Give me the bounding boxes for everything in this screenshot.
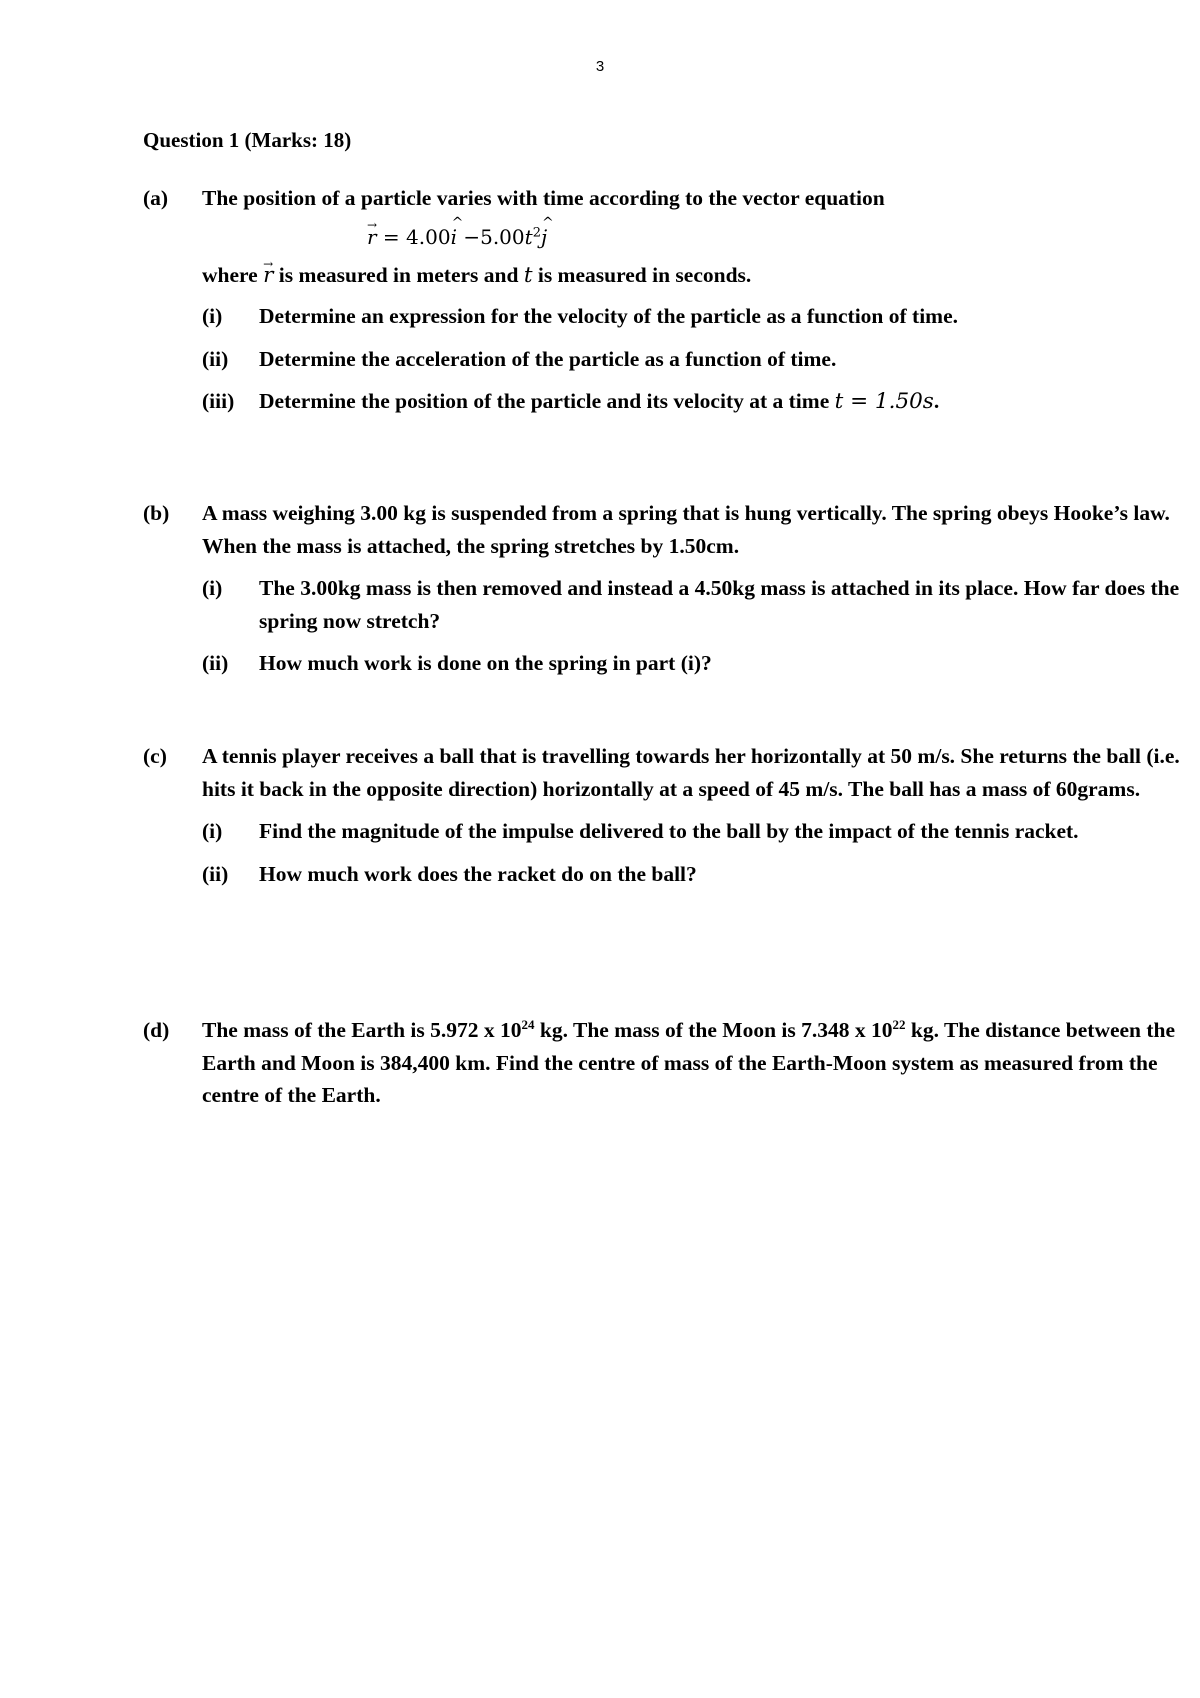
part-b-label: (b) <box>143 501 170 525</box>
question-title: Question 1 (Marks: 18) <box>143 128 352 152</box>
part-a-label: (a) <box>143 186 169 210</box>
part-b-sub-i: (i) The 3.00kg mass is then removed and instead a 4.50kg mass is attached in its place. How far does the spring now stretch? <box>202 576 1180 633</box>
page-number: 3 <box>595 58 605 75</box>
part-a-where: where → r is measured in meters and t is measured in seconds. <box>202 259 1200 293</box>
part-d-label: (d) <box>143 1018 170 1042</box>
part-c-label: (c) <box>143 744 167 768</box>
part-b-sub-ii: (ii) How much work is done on the spring in part (i)? <box>202 651 712 675</box>
part-a-sub-iii: (iii) Determine the position of the particle and its velocity at a time t = 1.50s. <box>202 389 940 414</box>
part-a-intro: The position of a particle varies with time according to the vector equation <box>202 186 885 210</box>
part-b-text: A mass weighing 3.00 kg is suspended from a spring that is hung vertically. The spring obeys Hooke’s law. When the mass is attached, the spring stretches by 1.50cm. <box>202 501 1170 558</box>
part-c-sub-i: (i) Find the magnitude of the impulse delivered to the ball by the impact of the tennis racket. <box>202 819 1079 843</box>
part-d-text: The mass of the Earth is 5.972 x $10^{24}$ kg. The mass of the Moon is 7.348 x $10^{22}$ kg. The distance between the Earth and Moon is 384,400 km. Find the centre of mass of the Earth-Moon system as measured from the centre of the Earth. <box>202 1016 1176 1107</box>
part-a-sub-ii: (ii) Determine the acceleration of the particle as a function of time. <box>202 346 837 371</box>
vector-equation: → r = 4.00^ $i -5.00t^2\^{}$ j <box>202 217 1200 257</box>
part-a-sub-i: (i) Determine an expression for the velocity of the particle as a function of time. <box>202 304 959 328</box>
part-c-text: A tennis player receives a ball that is travelling towards her horizontally at 50 m/s. She returns the ball (i.e. hits it back in the opposite direction) horizontally at a speed of 45 m/s. The ball has a mass of 60grams. <box>202 744 1180 801</box>
part-c-sub-ii: (ii) How much work does the racket do on the ball? <box>202 861 697 886</box>
